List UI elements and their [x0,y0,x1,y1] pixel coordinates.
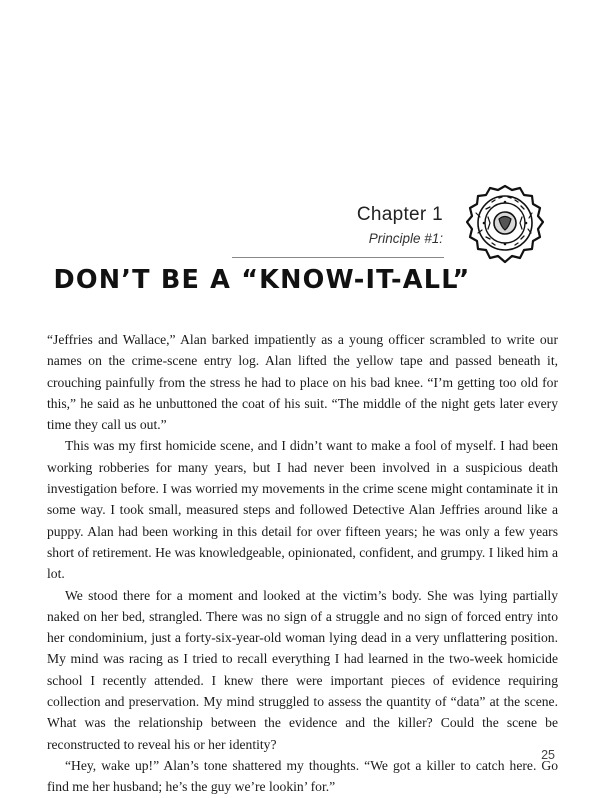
paragraph: “Hey, wake up!” Alan’s tone shattered my thoughts. “We got a killer to catch here. Go find me her husband; he’s the guy we’re lookin’ for.” [47,757,558,795]
police-badge-icon [466,183,544,265]
paragraph: “Jeffries and Wallace,” Alan barked impatiently as a young officer scrambled to write our names on the crime-scene entry log. Alan lifted the yellow tape and passed beneath it, crouching painfully from the stress he had to place on his bad knee. “I’m getting too old for this,” he said as he unbuttoned the coat of his suit. “The middle of the night gets later every time they call us out.” [47,332,558,433]
chapter-title: DON’T BE A “KNOW-IT-ALL” [53,265,471,295]
page-number: 25 [541,748,555,762]
heading-divider [232,257,444,258]
paragraph: This was my first homicide scene, and I didn’t want to make a fool of myself. I had been working robberies for many years, but I had never been involved in a suspicious death investigation before. I was worried my movements in the crime scene might contaminate it in some way. I took small, measured steps and followed Detective Alan Jeffries around like a puppy. Alan had been working in this detail for over fifteen years; he was only a few years short of retirement. He was knowledgeable, opinionated, confident, and grumpy. I liked him a lot. [47,438,558,582]
chapter-label: Chapter 1 [356,204,443,225]
paragraph: We stood there for a moment and looked at the victim’s body. She was lying partially naked on her bed, strangled. There was no sign of a struggle and no sign of forced entry into her condominium, just a forty-six-year-old woman lying dead in a very unflattering position. My mind was racing as I tried to recall everything I had learned in the two-week homicide school I recently attended. I knew there were important pieces of evidence requiring collection and preservation. My mind struggled to assess the quantity of “data” at the scene. What was the relationship between the evidence and the killer? Could the scene be reconstructed to reveal his or her identity? [47,587,558,752]
chapter-heading [357,203,443,248]
principle-label: Principle #1: [368,231,443,246]
chapter-body [47,329,558,798]
